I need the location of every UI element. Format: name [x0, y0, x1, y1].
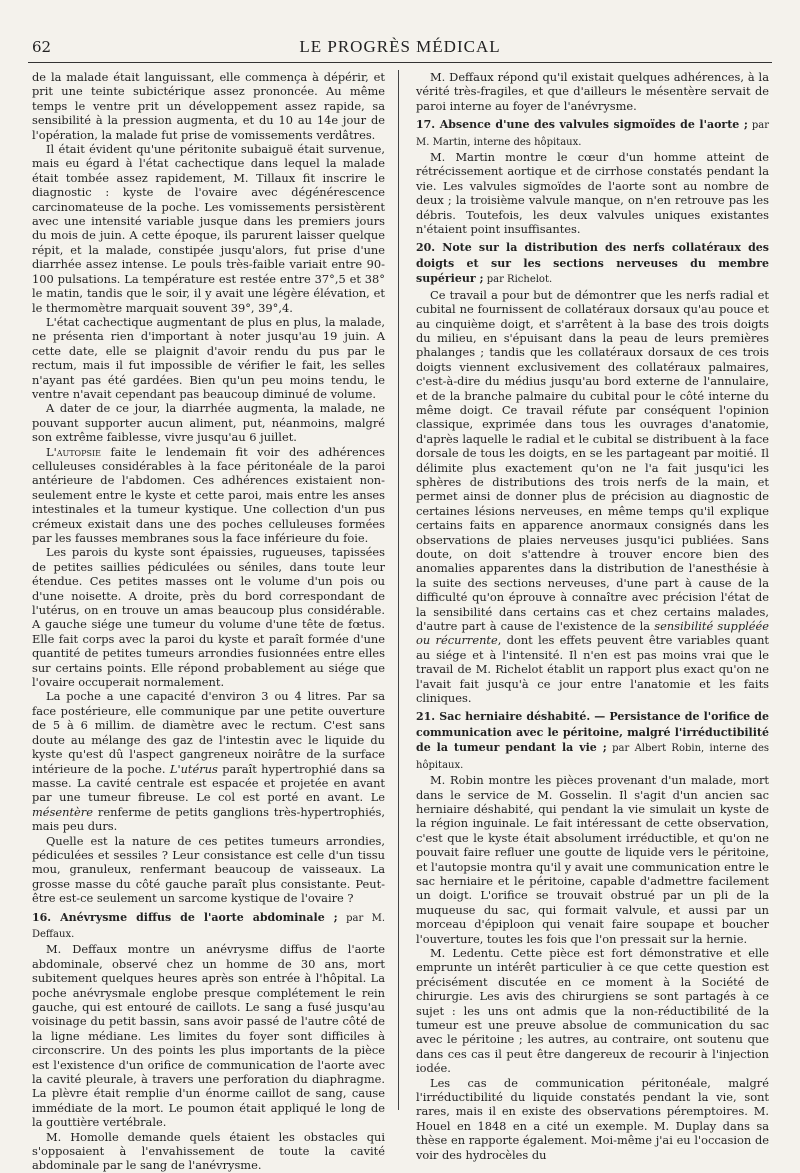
- paragraph: M. Ledentu. Cette pièce est fort démonstrative et elle emprunte un intérêt particulier à ce que cette question est précisément discutée en ce moment à la Société de chirurgie. Les avis des chirurgiens se sont partagés à ce sujet : les uns ont admis que la non-réductibilité de la tumeur est une preuve absolue de communication du sac avec le péritoine ; les autres, au contraire, ont soutenu que dans ces cas il peut être dangereux de recourir à l'injection iodée.: [416, 945, 769, 1076]
- paragraph: Les cas de communication péritonéale, malgré l'irréductibilité du liquide constatés pendant la vie, sont rares, mais il en existe des observations péremptoires. M. Houel en 1848 en a cité un exemple. M. Duplay dans sa thèse en rapporte également. Moi-même j'ai eu l'occasion de voir des hydrocèles du: [416, 1075, 769, 1162]
- section-title: 20. Note sur la distribution des nerfs collatéraux des doigts et sur les sections nerveuses du membre supérieur ;: [416, 241, 769, 286]
- autopsy-text: faite le lendemain fit voir des adhérences celluleuses considérables à la face péritonéale de la paroi antérieure de l'abdomen. Ces adhérences existaient non-seulement entre le kyste et cette paroi, mais entre les anses intestinales et la tumeur kystique. Une collection d'un pus crémeux existait dans une des poches celluleuses formées par les fausses membranes sous la face inférieure du foie.: [32, 444, 385, 545]
- page-header: [28, 36, 772, 63]
- section-heading: [32, 910, 385, 943]
- italic-term: sensibilité suppléée ou récurrente: [416, 619, 769, 648]
- mesentere-word: mésentère: [32, 804, 93, 819]
- paragraph: A dater de ce jour, la diarrhée augmenta, la malade, ne pouvant supporter aucun aliment, put, néanmoins, malgré son extrême faiblesse, vivre jusqu'au 6 juillet.: [32, 401, 385, 445]
- paragraph: de la malade était languissant, elle commença à dépérir, et prit une teinte subictérique assez prononcée. Au même temps le ventre prit un développement assez rapide, sa sensibilité à la pression augmenta, et du 10 au 14e jour de l'opération, la malade fut prise de vomissements verdâtres.: [32, 70, 385, 142]
- paragraph: Les parois du kyste sont épaissies, rugueuses, tapissées de petites saillies pédiculées ou séniles, dans toute leur étendue. Ces petites masses ont le volume d'un pois ou d'une noisette. A droite, près du bord correspondant de l'utérus, on en trouve un amas beaucoup plus considérable. A gauche siége une tumeur du volume d'une tête de fœtus. Elle fait corps avec la paroi du kyste et paraît formée d'une quantité de petites tumeurs arrondies fusionnées entre elles sur certains points. Elle répond probablement au siége que l'ovaire occuperait normalement.: [32, 545, 385, 690]
- paragraph-text: , dont les effets peuvent être variables quant au siége et à l'intensité. Il n'en est pas moins vrai que le travail de M. Richelot établit un rapport plus exact qu'on ne l'avait fait jusqu'à ce jour entre l'anatomie et les faits cliniques.: [416, 633, 769, 706]
- column-divider: [398, 70, 399, 1110]
- paragraph: M. Deffaux répond qu'il existait quelques adhérences, à la vérité très-fragiles, et que d'ailleurs le mésentère servait de paroi interne au foyer de l'anévrysme.: [416, 70, 769, 113]
- paragraph-text: La poche a une capacité d'environ 3 ou 4 litres. Par sa face postérieure, elle communique par une petite ouverture de 5 à 6 millim. de diamètre avec le rectum. C'est sans doute au mélange des gaz de l'intestin avec le liquide du kyste qu'est dû l'aspect gangreneux noirâtre de la surface intérieure de la poche.: [32, 689, 385, 776]
- section-title: 16. Anévrysme diffus de l'aorte abdominale ;: [32, 910, 338, 924]
- left-column: [32, 70, 386, 1173]
- journal-title: LE PROGRÈS MÉDICAL: [299, 37, 501, 56]
- section-17: [416, 117, 769, 236]
- right-column: [416, 70, 769, 1162]
- mesentere-text: renferme de petits ganglions très-hypertrophiés, mais peu durs.: [32, 804, 385, 834]
- paragraph: [416, 288, 769, 706]
- paragraph: Quelle est la nature de ces petites tumeurs arrondies, pédiculées et sessiles ? Leur consistance est celle d'un tissu mou, granuleux, renfermant beaucoup de vaisseaux. La grosse masse du côté gauche paraît plus consistante. Peut-être est-ce seulement un sarcome kystique de l'ovaire ?: [32, 833, 385, 906]
- section-20: [416, 240, 769, 705]
- paragraph: M. Martin montre le cœur d'un homme atteint de rétrécissement aortique et de cirrhose constatés pendant la vie. Les valvules sigmoïdes de l'aorte sont au nombre de deux ; la troisième valvule manque, on n'en retrouve pas les débris. Toutefois, les deux valvules uniques existantes n'étaient point insuffisantes.: [416, 150, 769, 237]
- section-title: 17. Absence d'une des valvules sigmoïdes de l'aorte ;: [416, 118, 748, 132]
- paragraph: L'état cachectique augmentant de plus en plus, la malade, ne présenta rien d'important à noter jusqu'au 19 juin. A cette date, elle se plaignit d'avoir rendu du pus par le rectum, mais il fut impossible de vérifier le fait, les selles n'ayant pas été gardées. Bien qu'un peu moins tendu, le ventre n'avait cependant pas beaucoup diminué de volume.: [32, 314, 385, 401]
- uterus-text: paraît hypertrophié dans sa masse. La cavité centrale est espacée et projetée en avant par une tumeur fibreuse. Le col est porté en avant. Le: [32, 761, 385, 805]
- section-author: par Albert Robin, interne des hôpitaux.: [416, 743, 769, 771]
- section-author: par M. Martin, interne des hôpitaux.: [416, 120, 769, 148]
- section-title: 21. Sac herniaire déshabité. — Persistance de l'orifice de communication avec le péritoine, malgré l'irréductibilité de la tumeur pendant la vie ;: [416, 710, 769, 755]
- autopsy-paragraph: [32, 445, 385, 546]
- section-author: par M. Deffaux.: [32, 912, 386, 940]
- section-heading: [416, 117, 769, 150]
- section-16: [32, 910, 385, 1173]
- paragraph: M. Homolle demande quels étaient les obstacles qui s'opposaient à l'envahissement de toute la cavité abdominale par le sang de l'anévrysme.: [32, 1129, 385, 1173]
- section-heading: [416, 709, 769, 773]
- autopsy-label: L'autopsie: [46, 444, 101, 459]
- section-21: [416, 709, 769, 1162]
- section-heading: [416, 240, 769, 287]
- paragraph: M. Robin montre les pièces provenant d'un malade, mort dans le service de M. Gosselin. Il s'agit d'un ancien sac herniaire déshabité, qui pendant la vie simulait un kyste de la région inguinale. Le fait intéressant de cette observation, c'est que le kyste était absolument irréductible, et qu'on ne pouvait faire refluer une goutte de liquide vers le péritoine, et l'autopsie montra qu'il y avait une communication entre le sac herniaire et le péritoine, capable d'admettre facilement un doigt. L'orifice se trouvait obstrué par un pli de la muqueuse du sac, qui formait valvule, et aussi par un morceau d'épiploon qui venait faire soupape et boucher l'ouverture, toutes les fois que l'on pressait sur la hernie.: [416, 773, 769, 946]
- page-number: 62: [32, 38, 52, 56]
- section-author: par Richelot.: [483, 274, 553, 286]
- paragraph: M. Deffaux montre un anévrysme diffus de l'aorte abdominale, observé chez un homme de 30 ans, mort subitement quelques heures après son entrée à l'hôpital. La poche anévrysmale englobe presque complétement le rein gauche, qui est entouré de caillots. Le sang a fusé jusqu'au voisinage du petit bassin, sans avoir passé de l'autre côté de la ligne médiane. Les limites du foyer sont difficiles à circonscrire. Un des points les plus importants de la pièce est l'existence d'un orifice de communication de l'aorte avec la cavité pleurale, à travers une perforation du diaphragme. La plèvre était remplie d'un énorme caillot de sang, cause immédiate de la mort. Le poumon était appliqué le long de la gouttière vertébrale.: [32, 942, 385, 1130]
- paragraph: [32, 689, 385, 833]
- uterus-word: L'utérus: [169, 761, 218, 776]
- paragraph: Il était évident qu'une péritonite subaiguë était survenue, mais eu égard à l'état cachectique dans lequel la malade était tombée assez rapidement, M. Tillaux fit inscrire le diagnostic : kyste de l'ovaire avec dégénérescence carcinomateuse de la poche. Les vomissements persistèrent avec une intensité variable jusque dans les premiers jours du mois de juin. A cette époque, ils parurent laisser quelque répit, et la malade, constipée jusqu'alors, fut prise d'une diarrhée assez intense. Le pouls très-faible variait entre 90-100 pulsations. La température est restée entre 37°,5 et 38° le matin, tandis que le soir, il y avait une légère élévation, et le thermomètre marquait souvent 39°, 39°,4.: [32, 142, 385, 315]
- paragraph-text: Ce travail a pour but de démontrer que les nerfs radial et cubital ne fournissent de collatéraux dorsaux qu'au pouce et au cinquième doigt, et s'arrêtent à la base des trois doigts du milieu, en s'épuisant dans la peau de leurs premières phalanges ; tandis que les collatéraux dorsaux de ces trois doigts viennent exclusivement des collatéraux palmaires, c'est-à-dire du médius jusqu'au bord externe de l'annulaire, et de la branche palmaire du cubital pour le côté interne du même doigt. Ce travail réfute par conséquent l'opinion classique, exprimée dans tous les ouvrages d'anatomie, d'après laquelle le radial et le cubital se distribuent à la face dorsale de tous les doigts, en se les partageant par moitié. Il délimite plus exactement qu'on ne l'a fait jusqu'ici les sphères de distributions des trois nerfs de la main, et permet ainsi de donner plus de précision au diagnostic de certaines lésions nerveuses, en même temps qu'il explique certains faits en apparence anormaux consignés dans les observations de plaies nerveuses jusqu'ici publiées. Sans doute, on doit s'attendre à trouver encore bien des anomalies apparentes dans la distribution de l'anesthésie à la suite des sections nerveuses, d'une part à cause de la difficulté qu'on éprouve à connaître avec précision l'état de la sensibilité dans certains cas et chez certains malades, d'autre part à cause de l'existence de la: [416, 287, 769, 634]
